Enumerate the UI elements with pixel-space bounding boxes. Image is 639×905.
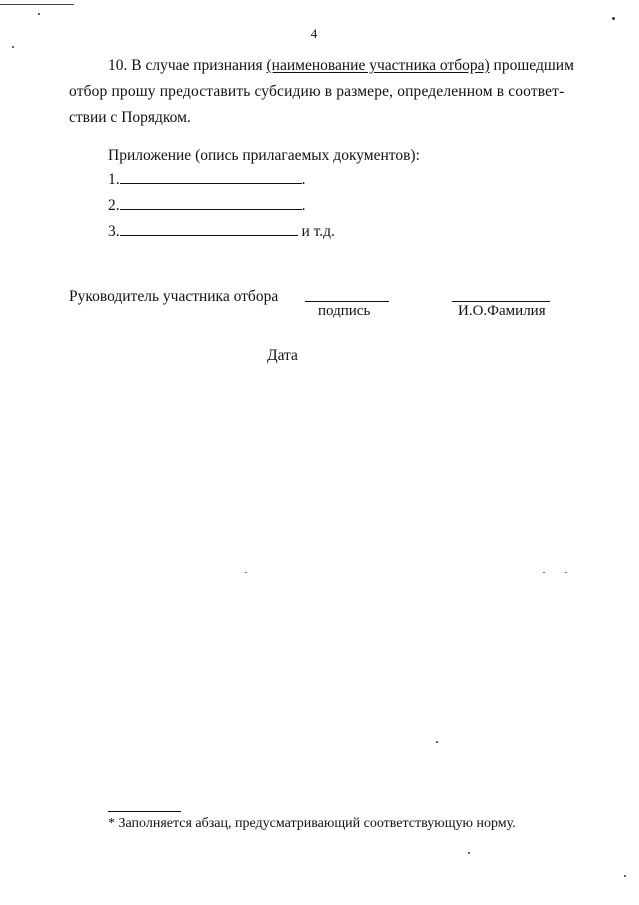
scan-speck: [38, 13, 40, 15]
item10-line1: [108, 56, 574, 75]
signature-label: Руководитель участника отбора: [69, 288, 279, 305]
item10-suffix: прошедшим: [493, 57, 574, 74]
attachment-blank-line: [120, 221, 298, 236]
attachments-heading: Приложение (опись прилагаемых документов):: [108, 147, 420, 164]
item10-line3: ствии с Порядком.: [69, 109, 191, 126]
signature-caption: подпись: [318, 303, 371, 319]
attachment-blank-line: [120, 195, 302, 210]
attachment-suffix: .: [301, 197, 306, 214]
signature-blank-line: [305, 301, 389, 302]
page-number: 4: [310, 26, 318, 41]
attachment-item-2: [108, 195, 306, 215]
attachment-blank-line: [120, 169, 302, 184]
scan-speck: [245, 572, 247, 573]
attachment-item-3: [108, 221, 335, 241]
name-blank-line: [452, 301, 550, 302]
name-caption: И.О.Фамилия: [458, 303, 546, 319]
scan-speck: [565, 572, 567, 573]
scan-speck: [436, 741, 438, 743]
attachment-suffix: и т.д.: [301, 223, 335, 240]
date-label: Дата: [267, 347, 298, 364]
scan-speck: [612, 17, 615, 20]
attachment-suffix: .: [301, 171, 306, 188]
attachment-number: 2.: [108, 197, 120, 214]
scan-speck: [543, 572, 545, 573]
scan-speck: [468, 852, 470, 854]
scan-edge-rule: [0, 4, 74, 5]
footnote-rule: [108, 811, 181, 812]
item10-line2: отбор прошу предоставить субсидию в размере, определенном в соответ-: [69, 83, 565, 100]
participant-placeholder: (наименование участника отбора): [266, 57, 490, 74]
attachment-item-1: [108, 169, 306, 189]
footnote-text: * Заполняется абзац, предусматривающий соответствующую норму.: [108, 816, 516, 831]
item10-prefix: 10. В случае признания: [108, 57, 263, 74]
scan-speck: [624, 875, 626, 877]
attachment-number: 1.: [108, 171, 120, 188]
attachment-number: 3.: [108, 223, 120, 240]
scan-speck: [12, 46, 14, 48]
